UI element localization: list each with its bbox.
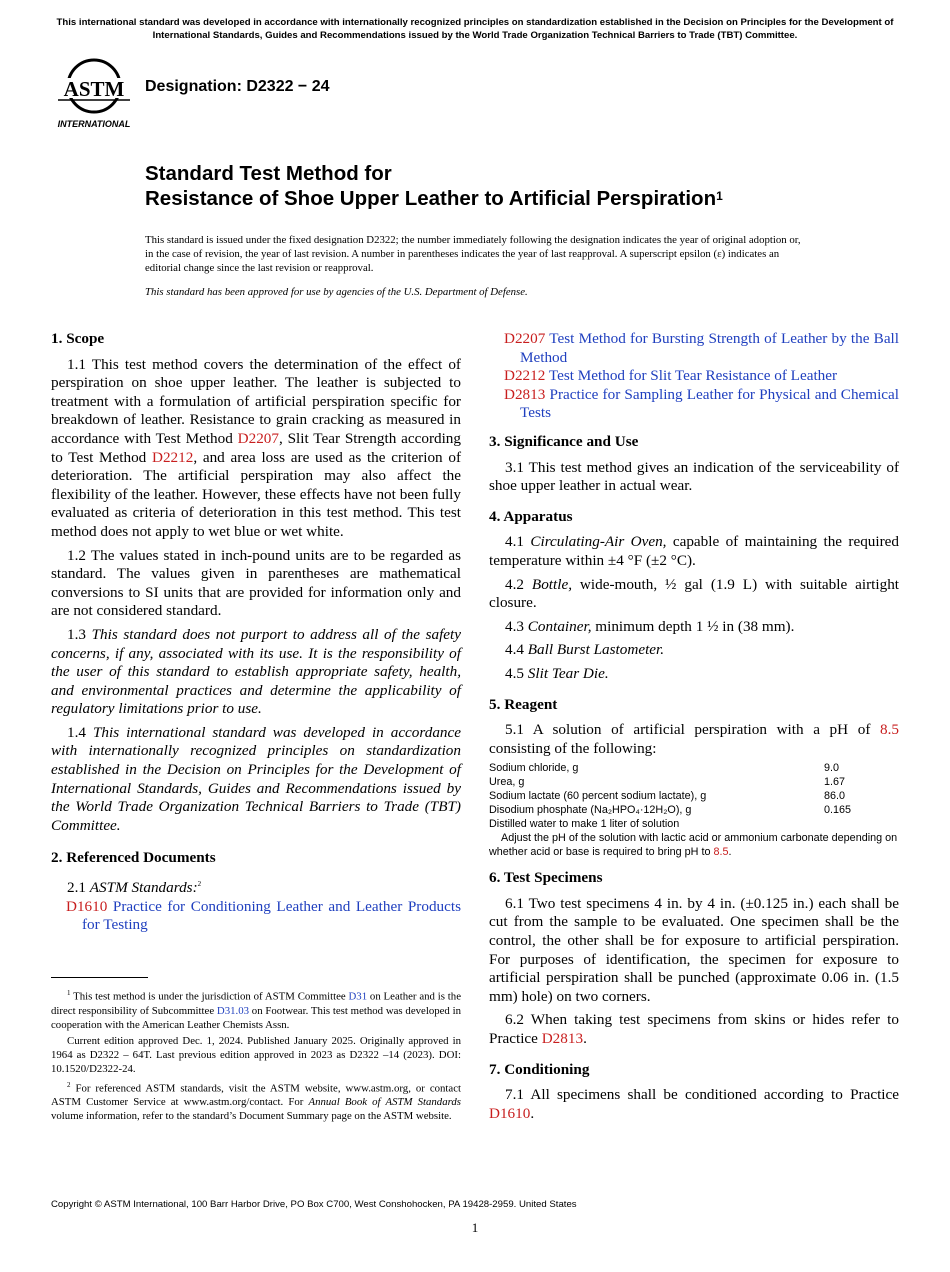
text: This standard does not purport to address all of the safety concerns, if any, associated with its use. It is the responsibility of the user of this standard to establish appropriate safety, health, and environmental practices and determine the applicability of regulatory limitations prior to use. (51, 625, 462, 718)
paragraph-7-1 (489, 1086, 899, 1123)
title-main: Resistance of Shoe Upper Leather to Artificial Perspiration (145, 187, 717, 210)
dod-approval-note: This standard has been approved for use by agencies of the U.S. Department of Defense. (145, 286, 528, 298)
text: This international standard was developed in accordance with internationally recognized principles on standardization established in the Decision on Principles for the Development of International Standards, Guides and Recommendations issued by the World Trade Organization Technical Barriers to Trade (TBT) Committee. (51, 723, 462, 834)
link-ph-8-5[interactable]: 8.5 (880, 721, 899, 739)
text: on Footwear. This test method was developed in cooperation with the American Leather Chemists Assn. (51, 1004, 461, 1031)
page-number: 1 (471, 1220, 479, 1235)
reagent-value: 9.0 (824, 762, 840, 775)
copyright: Copyright © ASTM International, 100 Barr Harbor Drive, PO Box C700, West Conshohocken, PA 19428-2959. United States (51, 1199, 577, 1210)
paragraph-2-1 (51, 875, 461, 898)
footnote-1 (51, 986, 461, 1032)
section-heading-referenced-documents: 2. Referenced Documents (51, 849, 216, 867)
paragraph-1-4 (51, 724, 461, 836)
text: wide-mouth, ½ gal (1.9 L) with suitable airtight closure. (489, 575, 900, 612)
logo-letters: ASTM (63, 77, 125, 101)
para-number: 4.1 (505, 533, 524, 551)
footnote-2 (51, 1078, 461, 1124)
text: consisting of the following: (489, 739, 657, 757)
reagent-label: Distilled water to make 1 liter of solution (489, 818, 680, 831)
left-column (51, 330, 461, 935)
text: capable of maintaining the required temperature within ±4 °F (±2 °C). (489, 533, 899, 569)
logo-subtext: INTERNATIONAL (57, 119, 131, 129)
top-notice: This international standard was developed in accordance with internationally recognized principles on standardization established in the Decision on Principles for the Development of International Standards, Guides and Recommendations issued by the World Trade Organization Technical Barriers to Trade (TBT) Committee. (56, 17, 894, 41)
para-number: 4.4 (505, 641, 524, 659)
text: Adjust the pH of the solution with lactic acid or ammonium carbonate depending on whether acid or base is required to bring pH to (489, 832, 898, 859)
section-heading-scope: 1. Scope (51, 330, 105, 347)
footnote-divider (51, 977, 148, 978)
section-heading-significance: 3. Significance and Use (489, 432, 639, 450)
footnote-marker: 1 (67, 989, 71, 997)
link-d2212[interactable]: D2212 (152, 448, 194, 466)
text: ASTM Standards: (89, 879, 198, 897)
paragraph-4-2 (489, 576, 899, 613)
document-title (145, 161, 865, 211)
text: minimum depth 1 ½ in (38 mm). (591, 617, 795, 635)
title-line-1: Standard Test Method for (145, 162, 392, 185)
ref-title[interactable]: Practice for Sampling Leather for Physical and Chemical Tests (520, 385, 900, 422)
footnotes (51, 986, 461, 1125)
paragraph-1-2: 1.2 The values stated in inch-pound units are to be regarded as standard. The values given in parentheses are mathematical conversions to SI units that are provided for information only and are not considered standard. (51, 546, 461, 620)
paragraph-4-3 (489, 618, 899, 637)
paragraph-6-1: 6.1 Two test specimens 4 in. by 4 in. (±0.125 in.) each shall be cut from the sample to be evaluated. One specimen shall be the control, the other shall be for exposure to artificial perspiration. For purposes of identification, the specimen for exposure to artificial perspiration shall be punched (approximate 0.06 in. (1.5 mm) hole) on two corners. (489, 894, 899, 1005)
text: . (530, 1104, 535, 1122)
ref-title[interactable]: Test Method for Bursting Strength of Leather by the Ball Method (520, 330, 899, 366)
designation: Designation: D2322 − 24 (145, 78, 330, 95)
reagent-label: Sodium chloride, g (489, 762, 579, 775)
paragraph-1-3 (51, 626, 461, 719)
para-number: 4.3 (505, 617, 524, 635)
section-heading-reagent: 5. Reagent (489, 695, 558, 713)
astm-logo (52, 56, 136, 132)
section-heading-test-specimens: 6. Test Specimens (489, 869, 603, 887)
link-d1610[interactable]: D1610 (489, 1104, 531, 1122)
reagent-row (489, 775, 899, 789)
item-name: Bottle, (531, 575, 572, 593)
text: , Slit Tear Strength according to Test Method (51, 429, 461, 466)
link-d31-03[interactable]: D31.03 (216, 1004, 250, 1017)
text: volume information, refer to the standard’s Document Summary page on the ASTM website. (51, 1110, 452, 1123)
reagent-row (489, 789, 899, 803)
ref-item-d2212[interactable] (489, 367, 899, 386)
paragraph-4-1 (489, 533, 899, 570)
footnote-marker: 2 (67, 1080, 71, 1089)
text: Annual Book of ASTM Standards (308, 1096, 461, 1109)
ref-item-d2813[interactable] (489, 386, 899, 423)
text: on Leather and is the direct responsibility of Subcommittee (51, 990, 461, 1017)
link-d2813[interactable]: D2813 (541, 1030, 584, 1048)
ref-title[interactable]: Practice for Conditioning Leather and Leather Products for Testing (82, 897, 461, 934)
text: 7.1 All specimens shall be conditioned according to Practice (505, 1086, 899, 1104)
footnote-ref[interactable]: 2 (197, 880, 202, 889)
text: 5.1 A solution of artificial perspiration with a pH of (505, 721, 881, 739)
link-d31[interactable]: D31 (348, 990, 368, 1003)
ref-code[interactable]: D2813 (504, 385, 546, 403)
para-number: 1.3 (67, 625, 86, 643)
text: . (583, 1030, 587, 1048)
para-number: 4.5 (505, 664, 524, 682)
reagent-value: 0.165 (824, 804, 852, 817)
paragraph-5-1 (489, 721, 899, 758)
title-line-2 (145, 186, 865, 211)
astm-logo-icon (52, 56, 136, 132)
para-number: 1.4 (67, 723, 86, 741)
section-heading-conditioning: 7. Conditioning (489, 1060, 590, 1078)
paragraph-4-5 (489, 665, 899, 684)
ref-code[interactable]: D2207 (504, 330, 546, 347)
reagent-label: Sodium lactate (60 percent sodium lactate), g (489, 790, 707, 803)
title-footnote-ref[interactable]: 1 (716, 189, 723, 203)
para-number: 2.1 (67, 879, 86, 897)
reagent-value (824, 817, 899, 831)
para-number: 4.2 (505, 575, 524, 593)
link-ph-8-5[interactable]: 8.5 (713, 846, 729, 859)
reagent-value: 86.0 (824, 790, 846, 803)
link-d2207[interactable]: D2207 (237, 429, 279, 447)
reagent-adjust-note (489, 831, 899, 859)
right-column (489, 330, 899, 1128)
reagent-row (489, 803, 899, 817)
reagent-label: Disodium phosphate (Na₂HPO₄·12H₂O), g (489, 804, 692, 817)
text: 1.1 This test method covers the determination of the effect of perspiration on shoe upper leather. The leather is subjected to treatment with a formulation of artificial perspiration specific for breakdown of leather. Resistance to grain cracking as measured in accordance with Test Method (51, 355, 461, 447)
text: , and area loss are used as the criterion of deterioration. The artificial perspiration may also affect the flexibility of the leather. However, these effects have not been fully evaluated as criteria of deterioration in this test method. This test method does not apply to wet blue or wet white. (51, 448, 462, 540)
paragraph-1-1 (51, 356, 461, 542)
ref-code[interactable]: D2212 (504, 367, 546, 385)
paragraph-4-4 (489, 641, 899, 660)
ref-code[interactable]: D1610 (66, 897, 108, 915)
text: This test method is under the jurisdiction of ASTM Committee (70, 990, 349, 1003)
reagent-value: 1.67 (824, 776, 846, 789)
text: For referenced ASTM standards, visit the ASTM website, www.astm.org, or contact ASTM Customer Service at www.astm.org/contact. For (51, 1082, 461, 1109)
section-heading-apparatus: 4. Apparatus (489, 507, 573, 525)
item-name: Container, (527, 617, 592, 635)
reagent-table (489, 761, 899, 831)
footnote-1-edition: Current edition approved Dec. 1, 2024. Published January 2025. Originally approved in 1964 as D2322 – 64T. Last previous edition approved in 2023 as D2322 –14 (2023). DOI: 10.1520/D2322-24. (51, 1034, 461, 1075)
issuance-statement: This standard is issued under the fixed designation D2322; the number immediately following the designation indicates the year of original adoption or, in the case of revision, the year of last revision. A number in parentheses indicates the year of last reapproval. A superscript epsilon (ε) indicates an editorial change since the last revision or reapproval. (145, 234, 801, 275)
item-name: Circulating-Air Oven, (530, 533, 667, 551)
ref-item-d2207[interactable] (489, 330, 899, 367)
reagent-row (489, 761, 899, 775)
paragraph-3-1: 3.1 This test method gives an indication of the serviceability of shoe upper leather in actual wear. (489, 458, 899, 495)
ref-title[interactable]: Test Method for Slit Tear Resistance of Leather (548, 367, 838, 385)
item-name: Ball Burst Lastometer. (527, 641, 665, 659)
reagent-row (489, 817, 899, 831)
reagent-label: Urea, g (489, 776, 525, 789)
text: 6.2 When taking test specimens from skins or hides refer to Practice (489, 1011, 899, 1048)
paragraph-6-2 (489, 1011, 899, 1048)
item-name: Slit Tear Die. (527, 664, 609, 682)
text: . (728, 846, 732, 859)
ref-item-d1610[interactable] (51, 898, 461, 935)
